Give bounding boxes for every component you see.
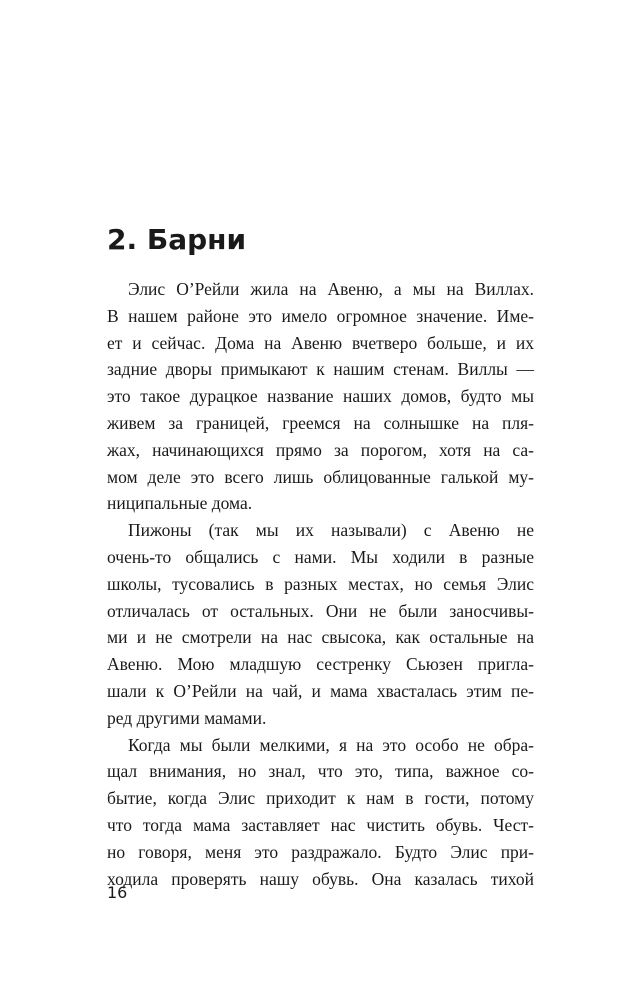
text-line: мом деле это всего лишь облицованные галькой му- bbox=[107, 466, 534, 487]
text-line: ниципальные дома. bbox=[107, 493, 253, 514]
text-line: отличалась от остальных. Они не были заносчивы- bbox=[107, 600, 534, 621]
text-line: Пижоны (так мы их называли) с Авеню не bbox=[128, 520, 534, 541]
text-line: очень-то общались с нами. Мы ходили в разные bbox=[107, 546, 534, 567]
page-number: 16 bbox=[107, 883, 128, 902]
text-line: Авеню. Мою младшую сестренку Сьюзен пригла- bbox=[107, 654, 534, 675]
text-line: Элис О’Рейли жила на Авеню, а мы на Виллах. bbox=[128, 279, 534, 299]
text-line: ет и сейчас. Дома на Авеню вчетверо больше, и их bbox=[107, 332, 534, 353]
chapter-body-text bbox=[107, 276, 534, 892]
text-line: задние дворы примыкают к нашим стенам. Виллы — bbox=[107, 359, 534, 380]
text-line: живем за границей, греемся на солнышке на пля- bbox=[107, 412, 534, 433]
chapter-title: 2. Барни bbox=[107, 223, 247, 256]
text-line: шали к О’Рейли на чай, и мама хвасталась этим пе- bbox=[107, 680, 534, 701]
text-line: Когда мы были мелкими, я на это особо не обра- bbox=[128, 734, 534, 755]
text-line: жах, начинающихся прямо за порогом, хотя на са- bbox=[107, 439, 534, 460]
text-line: щал внимания, но знал, что это, типа, важное со- bbox=[107, 761, 534, 782]
text-line: ми и не смотрели на нас свысока, как остальные на bbox=[107, 627, 534, 648]
text-line: ходила проверять нашу обувь. Она казалась тихой bbox=[107, 868, 534, 889]
text-line: но говоря, меня это раздражало. Будто Элис при- bbox=[107, 841, 534, 862]
text-line: школы, тусовались в разных местах, но семья Элис bbox=[107, 573, 534, 594]
text-line: В нашем районе это имело огромное значение. Име- bbox=[107, 305, 534, 326]
text-line: это такое дурацкое название наших домов, будто мы bbox=[107, 386, 534, 407]
text-line: что тогда мама заставляет нас чистить обувь. Чест- bbox=[107, 814, 534, 835]
text-line: ред другими мамами. bbox=[107, 707, 267, 728]
text-line: бытие, когда Элис приходит к нам в гости, потому bbox=[107, 788, 534, 809]
